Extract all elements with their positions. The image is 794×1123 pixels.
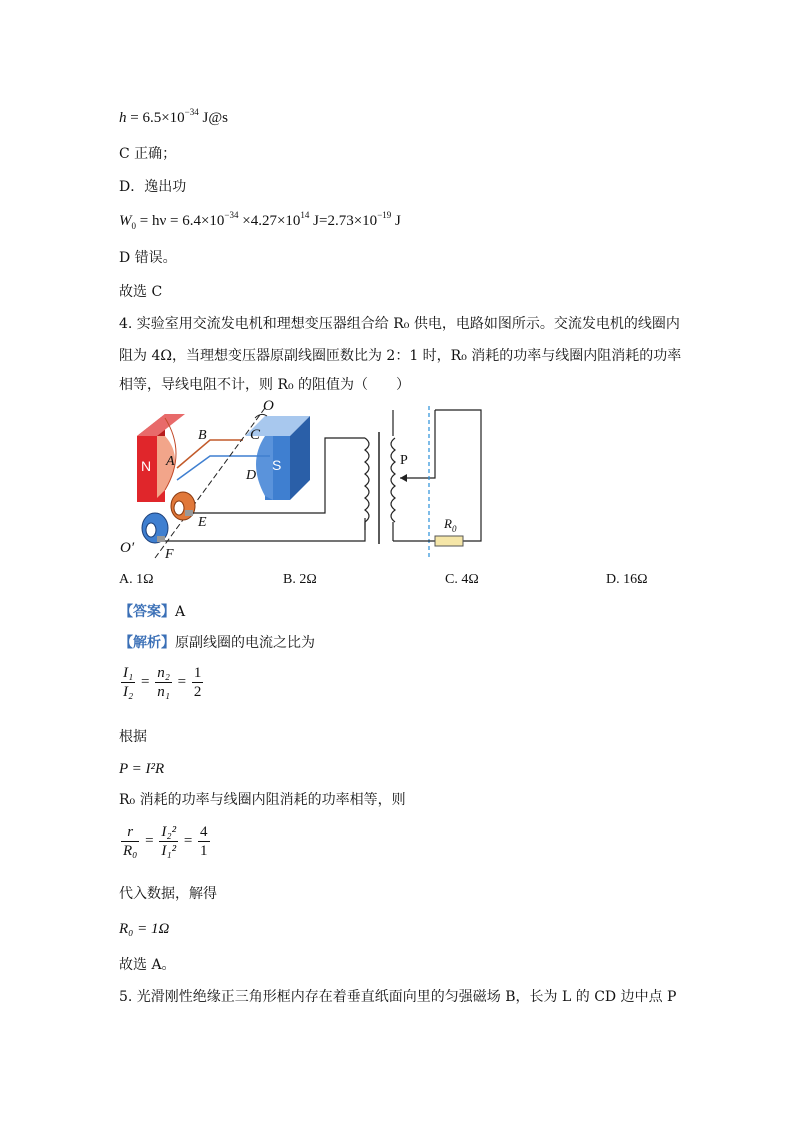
- diagram-label-f: F: [165, 547, 174, 562]
- w0-symbol: W: [119, 213, 132, 229]
- n-magnet-top-face: [137, 414, 185, 436]
- g2-den: I₁²: [161, 843, 177, 859]
- r0-label-letter: R: [444, 516, 452, 531]
- f2-num: n₂: [157, 665, 170, 681]
- question4-line2: 阻为 4Ω，当理想变压器原副线圈匝数比为 2：1 时，R₀ 消耗的功率与线圈内阻消耗的功率: [119, 348, 682, 364]
- current-ratio-formula: $\frac{\text{I₁}}{\text{I₂}}$ = $\frac{\text{n₂}}{\text{n₁}}$ = $\frac{1}{2}$: [123, 665, 202, 700]
- w0-exp3: −19: [377, 210, 392, 220]
- h-exponent: −34: [184, 107, 199, 117]
- analysis-text: 原副线圈的电流之比为: [175, 635, 315, 651]
- r0-power-line: R₀ 消耗的功率与线圈内阻消耗的功率相等，则: [119, 792, 406, 808]
- g3-den: 1: [200, 843, 208, 859]
- d-wrong-line: D 错误。: [119, 250, 177, 266]
- analysis-line: [119, 633, 315, 653]
- fraction-i2sq-i1sq: [159, 823, 178, 860]
- w0-exp2: 14: [300, 210, 310, 220]
- resistor-r0: [435, 536, 463, 546]
- fraction-i1-i2: [121, 664, 135, 701]
- wire-f: [165, 518, 365, 541]
- gen-line: 根据: [119, 729, 147, 745]
- w0-exp1: −34: [224, 210, 239, 220]
- coil-wire-top: [177, 440, 243, 468]
- w0-subscript: 0: [131, 221, 136, 231]
- generator-transformer-diagram: [115, 398, 495, 566]
- g1-den: R₀: [123, 843, 138, 859]
- option-b: B. 2Ω: [283, 572, 317, 587]
- secondary-coil: [391, 438, 395, 522]
- f1-num: I₁: [123, 665, 134, 681]
- s-pole-face: [256, 436, 273, 500]
- diagram-label-b: B: [198, 428, 207, 443]
- diagram-label-c: C: [250, 427, 261, 443]
- answer-value: A: [175, 604, 186, 620]
- h-symbol: h: [119, 110, 127, 126]
- choose-c-line: 故选 C: [119, 284, 163, 300]
- question4-line3: 相等，导线电阻不计，则 R₀ 的阻值为（ ）: [119, 377, 411, 393]
- resistance-ratio-formula: $\frac{r}{\text{R₀}}$ = $\frac{\text{I₂²}}{\text{I₁²}}$ = $\frac{4}{1}$: [123, 824, 208, 859]
- g1-num: r: [121, 823, 139, 842]
- substitute-line: 代入数据，解得: [119, 886, 217, 902]
- w0-end: J: [391, 213, 401, 229]
- power-formula: P = I²R: [119, 761, 165, 777]
- slider-arrow-icon: [400, 474, 407, 482]
- option-c: C. 4Ω: [445, 572, 479, 587]
- g3-num: 4: [200, 824, 208, 840]
- slip-ring-blue-hole: [146, 523, 156, 537]
- slip-ring-orange-hole: [174, 501, 184, 515]
- diagram-label-r0: [444, 516, 456, 532]
- question4-line1: 4. 实验室用交流发电机和理想变压器组合给 R₀ 供电，电路如图所示。交流发电机的线圈内: [119, 316, 680, 332]
- choose-a-line: 故选 A。: [119, 957, 176, 973]
- answer-label: 【答案】: [119, 604, 175, 620]
- option-d: D. 16Ω: [606, 572, 648, 587]
- h-value-line: [119, 108, 228, 128]
- diagram-label-d: D: [246, 468, 257, 483]
- r0-label-sub: 0: [451, 524, 457, 534]
- r0-result: R₀ = 1Ω: [119, 921, 170, 937]
- fraction-1-2: [192, 664, 204, 701]
- w0-mid2: ×4.27×10: [238, 213, 301, 229]
- c-correct-line: C 正确；: [119, 146, 177, 162]
- d-label-line: D．逸出功: [119, 179, 187, 195]
- option-a: A. 1Ω: [119, 572, 154, 587]
- g2-num: I₂²: [161, 824, 177, 840]
- diagram-label-n: N: [141, 458, 152, 474]
- f2-den: n₁: [157, 684, 170, 700]
- w0-mid: = hν = 6.4×10: [136, 213, 225, 229]
- diagram-label-s: S: [272, 457, 282, 473]
- analysis-label: 【解析】: [119, 635, 175, 651]
- diagram-label-p: P: [400, 453, 408, 468]
- answer-line: [119, 602, 185, 622]
- w0-formula-line: [119, 211, 401, 231]
- primary-coil: [365, 438, 369, 530]
- diagram-label-a: A: [166, 454, 175, 469]
- fraction-4-1: [198, 823, 210, 860]
- fraction-r-r0: [121, 823, 139, 860]
- diagram-label-o-bottom: O′: [120, 540, 135, 556]
- h-value-rest: = 6.5×10: [126, 110, 185, 126]
- brush-f: [157, 536, 165, 542]
- w0-mid3: J=2.73×10: [309, 213, 378, 229]
- h-unit: J@s: [198, 110, 228, 126]
- brush-e: [185, 510, 193, 516]
- diagram-label-o-top: O: [263, 398, 274, 414]
- f3-num: 1: [193, 665, 202, 681]
- diagram-label-e: E: [198, 515, 207, 530]
- f3-den: 2: [193, 684, 202, 700]
- fraction-n2-n1: [155, 664, 172, 701]
- f1-den: I₂: [123, 684, 134, 700]
- question5-line1: 5. 光滑刚性绝缘正三角形框内存在着垂直纸面向里的匀强磁场 B，长为 L 的 CD 边中点 P: [119, 989, 677, 1005]
